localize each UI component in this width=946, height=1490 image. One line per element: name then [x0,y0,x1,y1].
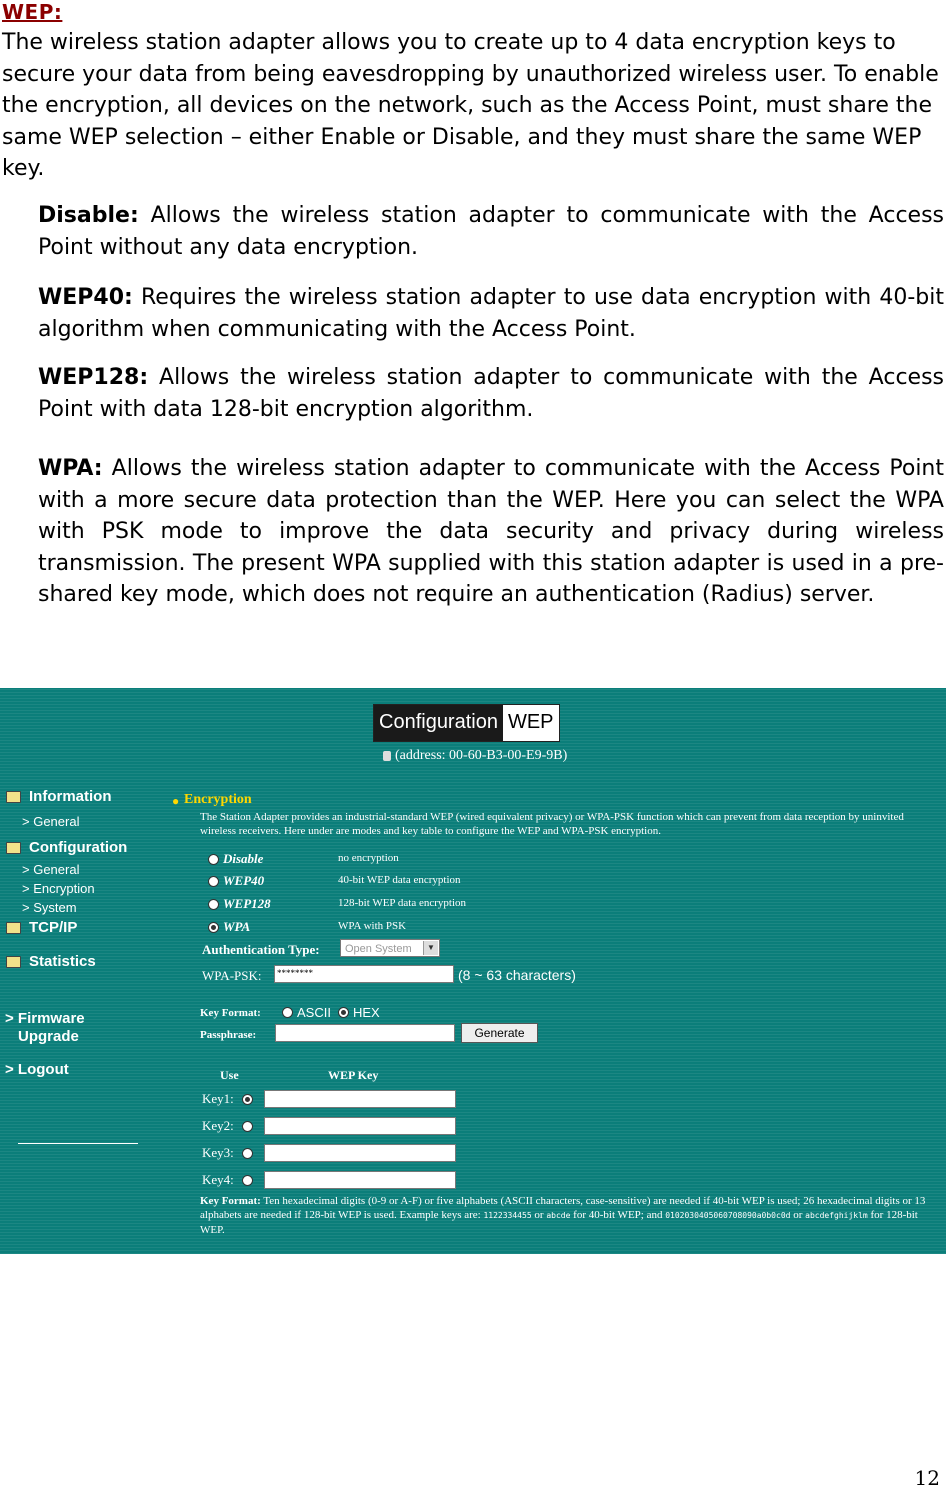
term: Disable: [38,203,139,228]
footnote-text: for 128-bit WEP. [200,1209,918,1236]
radio-icon [208,876,219,887]
sidebar-divider [18,1143,138,1144]
radio-selected-icon [208,922,219,933]
item-wep128 [38,362,944,425]
key-label: Key1: [202,1091,234,1106]
main-panel [152,778,946,1254]
select-value: Open System [345,943,412,955]
auth-type-label: Authentication Type: [202,942,320,957]
item-wep40 [38,282,944,345]
key3-radio[interactable] [242,1148,253,1159]
intro-paragraph: The wireless station adapter allows you to create up to 4 data encryption keys to secure your data from being eavesdropping by unauthorized wireless user. To enable the encryption, all devices on the network, such as the Access Point, must share the same WEP selection – either Enable or Disable, and they must share the same WEP key. [2,30,939,181]
key2-row [202,1118,257,1134]
footnote-text: Ten hexadecimal digits (0-9 or A-F) or five alphabets (ASCII characters, case-sensitive) are needed if 40-bit WEP is used; 26 hexadecimal digits or 13 alphabets are needed if 128-bit WEP is used. Example keys are: [200,1195,926,1221]
config-screenshot [0,688,946,1254]
key1-row [202,1091,257,1107]
desc: Allows the wireless station adapter to communicate with the Access Point without any data encryption. [38,203,944,260]
item-disable [38,200,944,263]
mode-desc: WPA with PSK [338,920,407,932]
auth-type-select[interactable] [340,939,440,957]
key4-input[interactable] [264,1171,456,1189]
screenshot-header [0,688,946,778]
sidebar-item-logout[interactable]: > Logout [5,1061,69,1078]
key-format-ascii-radio[interactable] [282,1005,331,1020]
passphrase-input[interactable] [275,1024,455,1042]
term: WPA: [38,456,103,481]
wpa-psk-hint: (8 ~ 63 characters) [458,967,576,983]
passphrase-label: Passphrase: [200,1029,257,1041]
footnote-label: Key Format: [200,1195,261,1207]
key4-radio[interactable] [242,1175,253,1186]
key-label: Key4: [202,1172,234,1187]
mode-label: WPA [223,919,251,934]
nav-label: Configuration [29,839,128,856]
bullet-icon: ● [172,794,180,808]
mode-wep128-radio[interactable] [208,896,271,912]
sidebar-item-conf-encryption[interactable]: > Encryption [22,881,95,896]
use-header: Use [220,1068,239,1082]
folder-icon [6,842,21,854]
folder-icon [6,922,21,934]
sidebar-item-firmware-upgrade[interactable]: Upgrade [18,1028,79,1045]
mode-wpa-radio[interactable] [208,919,250,935]
mode-desc: 128-bit WEP data encryption [338,897,466,909]
radio-selected-icon [338,1007,349,1018]
folder-icon [6,791,21,803]
key2-input[interactable] [264,1117,456,1135]
radio-icon [208,854,219,865]
sidebar-item-information[interactable] [6,788,112,805]
mode-label: WEP128 [223,896,271,911]
key-label: Key3: [202,1145,234,1160]
address-text: (address: 00-60-B3-00-E9-9B) [395,748,568,763]
mode-label: WEP40 [223,873,265,888]
term: WEP128: [38,365,149,390]
nav-label: Statistics [29,953,96,970]
folder-icon [6,956,21,968]
title-part1: Configuration [374,705,503,741]
sidebar-item-tcpip[interactable] [6,919,77,936]
key1-input[interactable] [264,1090,456,1108]
page-number: 12 [914,1466,940,1490]
example-key: 1122334455 [483,1211,532,1220]
example-key: abcde [546,1211,571,1220]
key1-radio[interactable] [242,1094,253,1105]
radio-icon [282,1007,293,1018]
page-title [373,704,560,742]
footnote-text: for 40-bit WEP; and [573,1209,663,1221]
key-format-hex-radio[interactable] [338,1005,380,1020]
sidebar-item-firmware[interactable]: > Firmware [5,1010,85,1027]
option-label: ASCII [297,1005,331,1020]
sidebar-item-configuration[interactable] [6,839,127,856]
nav-label: TCP/IP [29,919,78,936]
mode-disable-radio[interactable] [208,851,263,867]
title-part2: WEP [503,705,559,741]
desc: Allows the wireless station adapter to communicate with the Access Point with data 128-bit encryption algorithm. [38,365,944,422]
section-heading: WEP: [2,0,63,24]
desc: Allows the wireless station adapter to communicate with the Access Point with a more secure data protection than the WEP. Here you can select the WPA with PSK mode to improve the data security and privacy during wireless transmission. The present WPA supplied with this station adapter is used in a pre-shared key mode, which does not require an authentication (Radius) server. [38,456,945,607]
device-address [383,748,567,764]
mode-label: Disable [223,851,264,866]
key-label: Key2: [202,1118,234,1133]
mode-desc: no encryption [338,852,399,864]
chevron-down-icon: ▼ [423,941,438,955]
item-wpa [38,453,944,611]
wep-key-header: WEP Key [328,1068,379,1082]
nav-label: Information [29,788,112,805]
example-key: abcdefghijklm [805,1211,868,1220]
term: WEP40: [38,285,133,310]
mode-wep40-radio[interactable] [208,873,264,889]
sidebar-item-statistics[interactable] [6,953,96,970]
example-key: 0102030405060708090a0b0c0d [665,1211,791,1220]
mode-desc: 40-bit WEP data encryption [338,874,461,886]
sidebar-item-info-general[interactable]: > General [22,814,80,829]
generate-button[interactable]: Generate [461,1023,538,1043]
sidebar-item-conf-general[interactable]: > General [22,862,80,877]
wpa-psk-input[interactable]: ******** [274,965,454,983]
key4-row [202,1172,257,1188]
sidebar-item-conf-system[interactable]: > System [22,900,77,915]
option-label: HEX [353,1005,380,1020]
key3-row [202,1145,257,1161]
encryption-title: Encryption [184,792,252,807]
key-format-label: Key Format: [200,1007,261,1019]
wpa-psk-label: WPA-PSK: [202,968,262,983]
plug-icon [383,751,391,761]
footnote-text: or [534,1209,544,1221]
key-format-footnote [200,1194,940,1237]
encryption-description: The Station Adapter provides an industrial-standard WEP (wired equivalent privacy) or WPA-PSK function which can prevent from data reception by uninvited wireless receivers. Here under are modes and key table to configure the WEP and WPA-PSK encryption. [200,811,904,837]
footnote-text: or [793,1209,803,1221]
radio-icon [208,899,219,910]
desc: Requires the wireless station adapter to use data encryption with 40-bit algorithm when communicating with the Access Point. [38,285,945,342]
sidebar [0,778,152,1254]
key3-input[interactable] [264,1144,456,1162]
key2-radio[interactable] [242,1121,253,1132]
